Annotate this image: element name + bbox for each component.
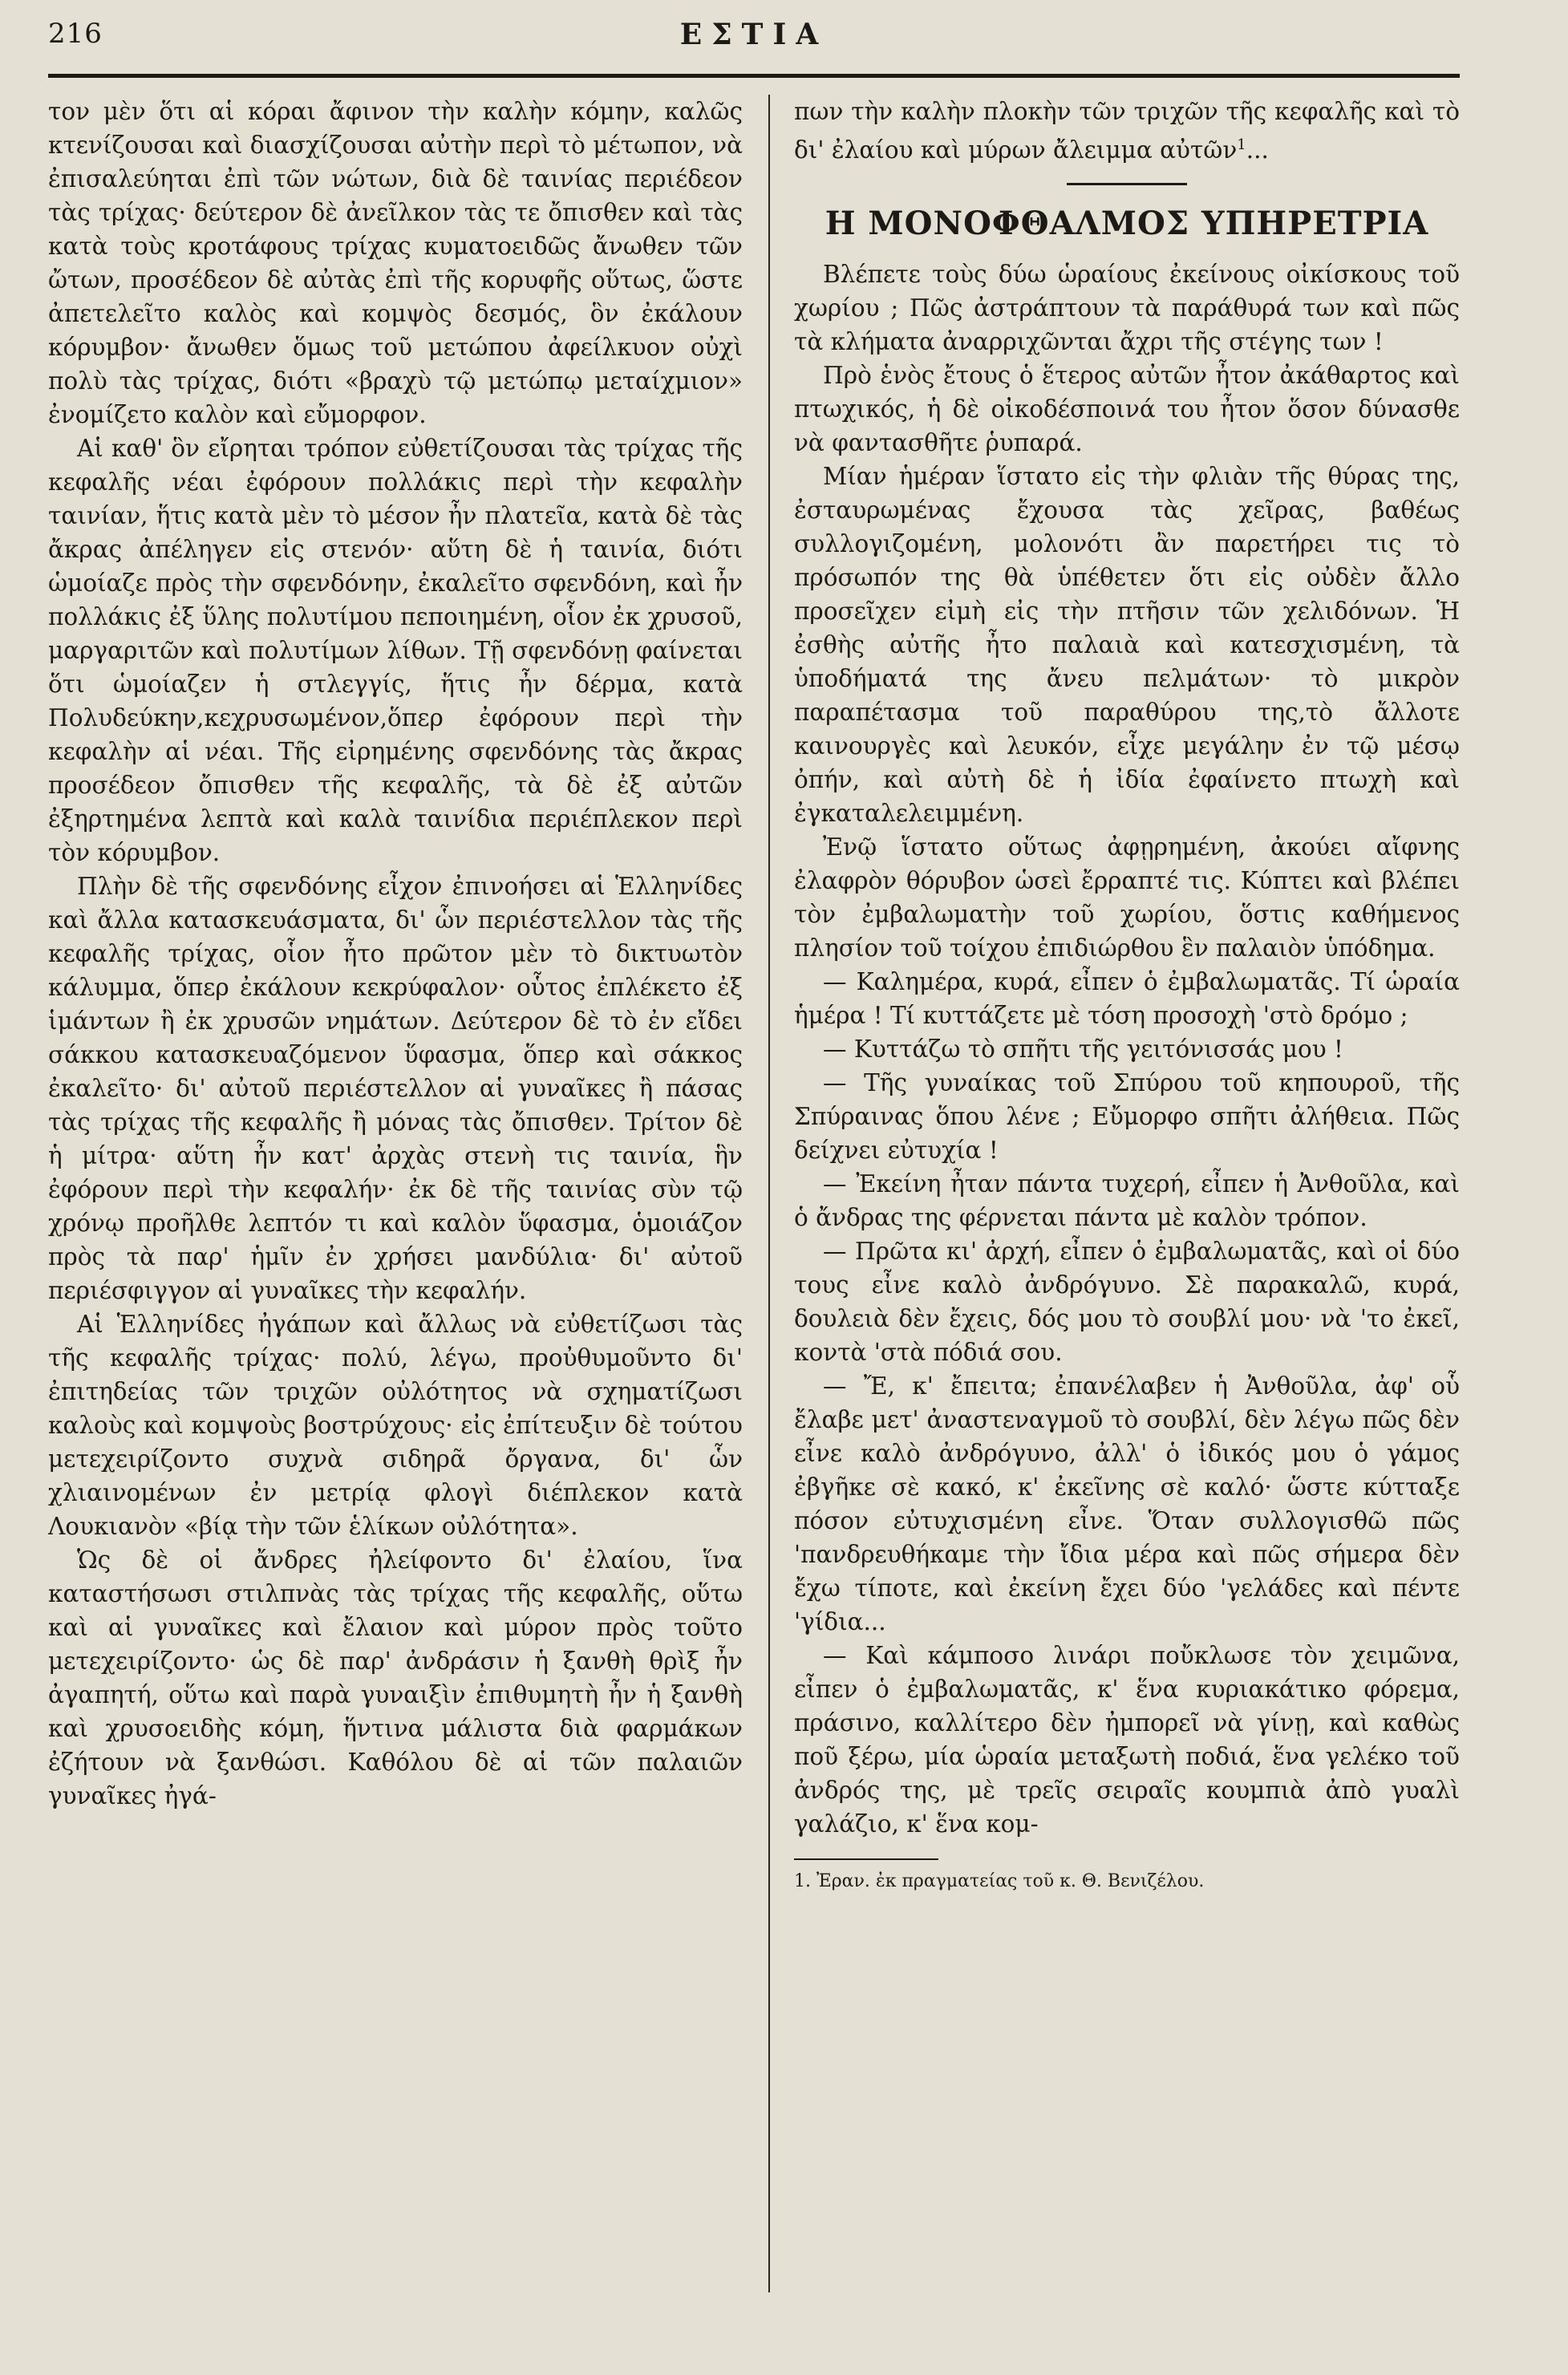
page-header	[48, 18, 1460, 59]
left-paragraph-3: Πλὴν δὲ τῆς σφενδόνης εἶχον ἐπινοήσει αἱ Ἑλληνίδες καὶ ἄλλα κατασκευάσματα, δι' ὧν περιέστελλον τὰς τῆς κεφαλῆς τρίχας, οἷον ἦτο πρῶτον μὲν τὸ δικτυωτὸν κάλυμμα, ὅπερ ἐκάλουν κεκρύφαλον· οὗτος ἐπλέκετο ἐξ ἱμάντων ἢ ἐκ χρυσῶν νημάτων. Δεύτερον δὲ τὸ ἐν εἴδει σάκκου κατασκευαζόμενον ὕφασμα, ὅπερ καὶ σάκκος ἐκαλεῖτο· δι' αὐτοῦ περιέστελλον αἱ γυναῖκες ἢ πάσας τὰς τρίχας τῆς κεφαλῆς ἢ μόνας τὰς ὄπισθεν. Τρίτον δὲ ἡ μίτρα· αὕτη ἦν κατ' ἀρχὰς στενὴ τις ταινία, ἣν ἐφόρουν περὶ τὴν κεφαλήν· ἐκ δὲ τῆς ταινίας σὺν τῷ χρόνῳ προῆλθε λεπτόν τι καὶ καλὸν ὕφασμα, ὁμοιάζον πρὸς τὰ παρ' ἡμῖν ἐν χρήσει μανδύλια· δι' αὐτοῦ περιέσφιγγον αἱ γυναῖκες τὴν κεφαλήν.	[48, 873, 743, 1304]
continuation-ellipsis: ...	[1246, 136, 1269, 164]
article-title: Η ΜΟΝΟΦΘΑΛΜΟΣ ΥΠΗΡΕΤΡΙΑ	[825, 204, 1429, 242]
footnote-rule	[794, 1858, 938, 1860]
column-divider	[768, 95, 770, 2292]
right-dialogue-7: — Καὶ κάμποσο λινάρι ποὔκλωσε τὸν χειμῶνα, εἶπεν ὁ ἐμβαλωματᾶς, κ' ἕνα κυριακάτικο φόρεμα, πράσινο, καλλίτερο δὲν ἠμπορεῖ νὰ γίνῃ, καὶ καθὼς ποῦ ξέρω, μία ὡραία μεταξωτὴ ποδιά, ἕνα γελέκο τοῦ ἀνδρός της, μὲ τρεῖς σειραῖς κουμπιὰ ἀπὸ γυαλὶ γαλάζιο, κ' ἕνα κομ-	[794, 1641, 1460, 1838]
right-dialogue-5: — Πρῶτα κι' ἀρχή, εἶπεν ὁ ἐμβαλωματᾶς, καὶ οἱ δύο τους εἶνε καλὸ ἀνδρόγυνο. Σὲ παρακαλῶ, κυρά, δουλειὰ δὲν ἔχεις, δός μου τὸ σουβλί μου· νὰ 'το ἐκεῖ, κοντὰ 'στὰ πόδιά σου.	[794, 1237, 1460, 1366]
right-dialogue-6: — Ἔ, κ' ἔπειτα; ἐπανέλαβεν ἡ Ἀνθοῦλα, ἀφ' οὗ ἔλαβε μετ' ἀναστεναγμοῦ τὸ σουβλί, δὲν λέγω πῶς δὲν εἶνε καλὸ ἀνδρόγυνο, ἀλλ' ὁ ἰδικός μου ὁ γάμος ἐβγῆκε σὲ κακό, κ' ἐκεῖνης σὲ καλό· ὥστε κύτταξε πόσον εὐτυχισμένη εἶνε. Ὅταν συλλογισθῶ πῶς 'πανδρευθήκαμε τὴν ἴδια μέρα καὶ πῶς σήμερα δὲν ἔχω τίποτε, καὶ ἐκείνη ἔχει δύο 'γελάδες καὶ πέντε 'γίδια...	[794, 1372, 1460, 1635]
right-column	[794, 95, 1460, 2308]
right-dialogue-3: — Τῆς γυναίκας τοῦ Σπύρου τοῦ κηπουροῦ, τῆς Σπύραινας ὅπου λένε ; Εὔμορφο σπῆτι ἀλήθεια. Πῶς δείχνει εὐτυχία !	[794, 1068, 1460, 1164]
continuation-text: πων τὴν καλὴν πλοκὴν τῶν τριχῶν τῆς κεφαλῆς καὶ τὸ δι' ἐλαίου καὶ μύρων ἄλειμμα αὐτῶν	[794, 98, 1460, 164]
header-rule	[48, 74, 1460, 78]
right-paragraph-3: Μίαν ἡμέραν ἵστατο εἰς τὴν φλιὰν τῆς θύρας της, ἐσταυρωμένας ἔχουσα τὰς χεῖρας, βαθέως συλλογιζομένη, μολονότι ἂν παρετήρει τις τὸ πρόσωπόν της θὰ ὑπέθετεν ὅτι εἰς οὐδὲν ἄλλο προσεῖχεν εἰμὴ εἰς τὴν πτῆσιν τῶν χελιδόνων. Ἡ ἐσθὴς αὐτῆς ἦτο παλαιὰ καὶ κατεσχισμένη, τὰ ὑποδήματά της ἄνευ πελμάτων· τὸ μικρὸν παραπέτασμα τοῦ παραθύρου της,τὸ ἄλλοτε καινουργὲς καὶ λευκόν, εἶχε μεγάλην ἐν τῷ μέσῳ ὀπήν, καὶ αὐτὴ δὲ ἡ ἰδία ἐφαίνετο πτωχὴ καὶ ἐγκαταλελειμμένη.	[794, 462, 1460, 827]
right-paragraph-2: Πρὸ ἑνὸς ἔτους ὁ ἕτερος αὐτῶν ἦτον ἀκάθαρτος καὶ πτωχικός, ἡ δὲ οἰκοδέσποινά του ἦτον ὅσον δύνασθε νὰ φαντασθῆτε ῥυπαρά.	[794, 361, 1460, 456]
section-separator	[1067, 183, 1187, 185]
right-dialogue-2: — Κυττάζω τὸ σπῆτι τῆς γειτόνισσάς μου !	[823, 1035, 1343, 1063]
right-paragraph-1: Βλέπετε τοὺς δύω ὡραίους ἐκείνους οἰκίσκους τοῦ χωρίου ; Πῶς ἀστράπτουν τὰ παράθυρά των καὶ πῶς τὰ κλήματα ἀναρριχῶνται ἄχρι τῆς στέγης των !	[794, 260, 1460, 355]
footnote: 1. Ἐραν. ἐκ πραγματείας τοῦ κ. Θ. Βενιζέλου.	[794, 1870, 1205, 1891]
left-paragraph-2: Αἱ καθ' ὃν εἴρηται τρόπον εὐθετίζουσαι τὰς τρίχας τῆς κεφαλῆς νέαι ἐφόρουν πολλάκις περὶ τὴν κεφαλὴν ταινίαν, ἥτις κατὰ μὲν τὸ μέσον ἦν πλατεῖα, κατὰ δὲ τὰς ἄκρας ἀπέληγεν εἰς στενόν· αὕτη δὲ ἡ ταινία, διότι ὡμοίαζε πρὸς τὴν σφενδόνην, ἐκαλεῖτο σφενδόνη, καὶ ἦν πολλάκις ἐξ ὕλης πολυτίμου πεποιημένη, οἷον ἐκ χρυσοῦ, μαργαριτῶν καὶ πολυτίμων λίθων. Τῇ σφενδόνῃ φαίνεται ὅτι ὡμοίαζεν ἡ στλεγγίς, ἥτις ἦν δέρμα, κατὰ Πολυδεύκην,κεχρυσωμένον,ὅπερ ἐφόρουν περὶ τὴν κεφαλὴν αἱ νέαι. Τῆς εἰρημένης σφενδόνης τὰς ἄκρας προσέδεον ὄπισθεν τῆς κεφαλῆς, τὰ δὲ ἐξ αὐτῶν ἐξηρτημένα λεπτὰ καὶ καλὰ ταινίδια περιέπλεκον περὶ τὸν κόρυμβον.	[48, 435, 743, 866]
page-number: 216	[48, 18, 103, 50]
right-dialogue-4: — Ἐκείνη ἦταν πάντα τυχερή, εἶπεν ἡ Ἀνθοῦλα, καὶ ὁ ἄνδρας της φέρνεται πάντα μὲ καλὸν τρόπον.	[794, 1169, 1460, 1231]
running-title: ΕΣΤΙΑ	[679, 18, 829, 51]
right-paragraph-4: Ἐνῷ ἵστατο οὕτως ἀφῃρημένη, ἀκούει αἴφνης ἐλαφρὸν θόρυβον ὡσεὶ ἔρραπτέ τις. Κύπτει καὶ βλέπει τὸν ἐμβαλωματὴν τοῦ χωρίου, ὅστις καθήμενος πλησίον τοῦ τοίχου ἐπιδιώρθου ἓν παλαιὸν ὑπόδημα.	[794, 833, 1460, 962]
right-continuation	[794, 95, 1460, 167]
right-dialogue-1: — Καλημέρα, κυρά, εἶπεν ὁ ἐμβαλωματᾶς. Τί ὡραία ἡμέρα ! Τί κυττάζετε μὲ τόση προσοχὴ 'στὸ δρόμο ;	[794, 967, 1460, 1029]
left-paragraph-4: Αἱ Ἑλληνίδες ἠγάπων καὶ ἄλλως νὰ εὐθετίζωσι τὰς τῆς κεφαλῆς τρίχας· πολύ, λέγω, προὐθυμοῦντο δι' ἐπιτηδείας τῶν τριχῶν οὐλότητος νὰ σχηματίζωσι καλοὺς καὶ κομψοὺς βοστρύχους· εἰς ἐπίτευξιν δὲ τούτου μετεχειρίζοντο συχνὰ σιδηρᾶ ὄργανα, δι' ὧν χλιαινομένων ἐν μετρίᾳ φλογὶ διέπλεκον κατὰ Λουκιανὸν «βίᾳ τὴν τῶν ἑλίκων οὐλότητα».	[48, 1311, 743, 1540]
left-column	[48, 95, 743, 2308]
left-paragraph-5: Ὡς δὲ οἱ ἄνδρες ἠλείφοντο δι' ἐλαίου, ἵνα καταστήσωσι στιλπνὰς τὰς τρίχας τῆς κεφαλῆς, οὕτω καὶ αἱ γυναῖκες καὶ ἔλαιον καὶ μύρον πρὸς τοῦτο μετεχειρίζοντο· ὡς δὲ παρ' ἀνδράσιν ἡ ξανθὴ θρὶξ ἦν ἀγαπητή, οὕτω καὶ παρὰ γυναιξὶν ἐπιθυμητὴ ἦν ἡ ξανθὴ καὶ χρυσοειδὴς κόμη, ἥντινα μάλιστα διὰ φαρμάκων ἐζήτουν νὰ ξανθώσι. Καθόλου δὲ αἱ τῶν παλαιῶν γυναῖκες ἠγά-	[48, 1546, 743, 1810]
footnote-marker: 1	[1237, 136, 1246, 153]
left-paragraph-1: τον μὲν ὅτι αἱ κόραι ἄφινον τὴν καλὴν κόμην, καλῶς κτενίζουσαι καὶ διασχίζουσαι αὐτὴν περὶ τὸ μέτωπον, νὰ ἐπισαλεύηται ἐπὶ τῶν νώτων, διὰ δὲ ταινίας περιέδεον τὰς τρίχας· δεύτερον δὲ ἀνεῖλκον τὰς τε ὄπισθεν καὶ τὰς κατὰ τοὺς κροτάφους τρίχας κυματοειδῶς ἄνωθεν τῶν ὤτων, προσέδεον δὲ αὐτὰς ἐπὶ τῆς κορυφῆς οὕτως, ὥστε ἀπετελεῖτο καλὸς καὶ κομψὸς δεσμός, ὃν ἐκάλουν κόρυμβον· ἄνωθεν ὅμως τοῦ μετώπου ἀφείλκυον οὐχὶ πολὺ τὰς τρίχας, διότι «βραχὺ τῷ μετώπῳ μεταίχμιον» ἐνομίζετο καλὸν καὶ εὔμορφον.	[48, 98, 743, 428]
